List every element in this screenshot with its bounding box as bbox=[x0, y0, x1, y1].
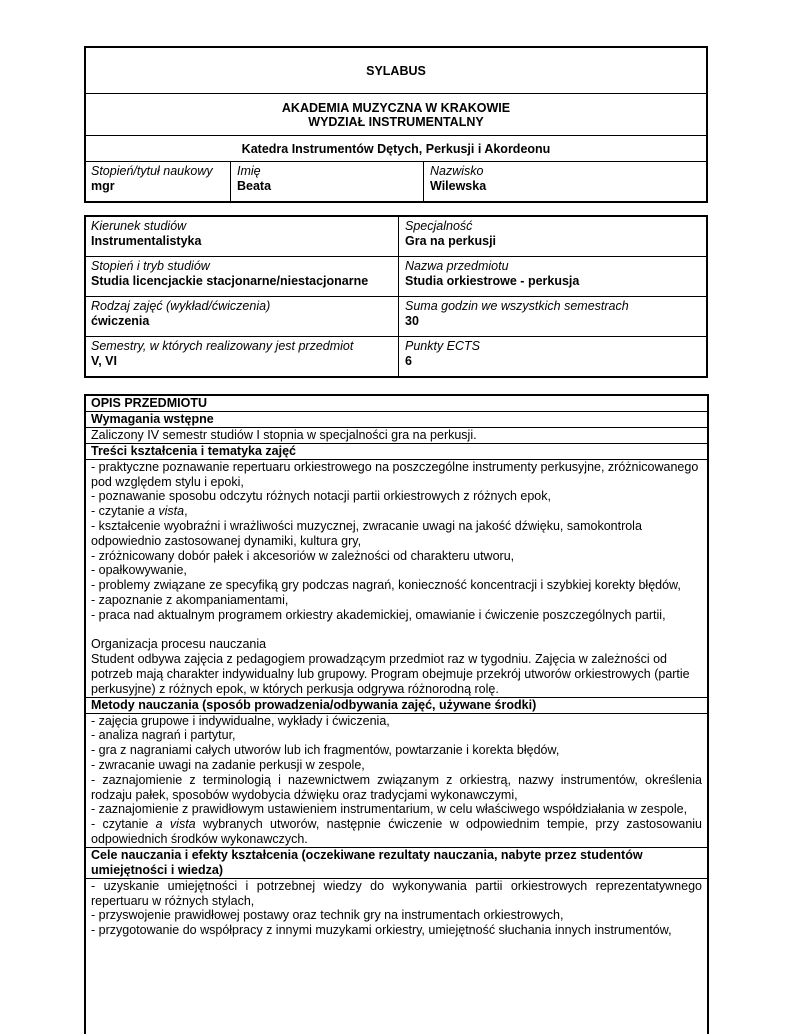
firstname-cell bbox=[231, 162, 424, 201]
organization-text: Student odbywa zajęcia z pedagogiem prowadzącym przedmiot raz w tygodniu. Zajęcia w zależności od potrzeb mają charakter indywidualny lub grupowy. Program obejmuje przekrój utworów orkiestrowych (partie perkusyjne) z różnych epok, w których perkusja odgrywa różnorodną rolę. bbox=[91, 652, 690, 696]
content-item: - praca nad aktualnym programem orkiestry akademickiej, omawianie i ćwiczenie poszczególnych partii, bbox=[91, 607, 666, 622]
specialty-label: Specjalność bbox=[405, 219, 473, 233]
specialty-value: Gra na perkusji bbox=[405, 234, 497, 248]
specialty-cell bbox=[399, 217, 706, 249]
ects-cell bbox=[399, 337, 706, 369]
content-item: - opałkowywanie, bbox=[91, 563, 187, 578]
methods-item: - gra z nagraniami całych utworów lub ich fragmentów, powtarzanie i korekta błędów, bbox=[91, 743, 560, 758]
degree-cell bbox=[86, 162, 231, 201]
academy-row bbox=[86, 94, 706, 136]
methods-body bbox=[86, 714, 707, 848]
goals-item: - uzyskanie umiejętności i potrzebnej wiedzy do wykonywania partii orkiestrowych reprezentatywnego repertuaru w różnych stylach, bbox=[91, 878, 702, 908]
ects-value: 6 bbox=[405, 354, 412, 368]
mode-cell bbox=[86, 257, 398, 289]
methods-item: - analiza nagrań i partytur, bbox=[91, 728, 236, 743]
degree-value: mgr bbox=[91, 179, 115, 193]
methods-heading: Metody nauczania (sposób prowadzenia/odbywania zajęć, używane środki) bbox=[86, 698, 707, 714]
mode-value: Studia licencjackie stacjonarne/niestacjonarne bbox=[91, 274, 369, 288]
requirements-heading: Wymagania wstępne bbox=[86, 412, 707, 428]
mode-label: Stopień i tryb studiów bbox=[91, 259, 210, 273]
lastname-label: Nazwisko bbox=[430, 164, 484, 178]
firstname-label: Imię bbox=[237, 164, 261, 178]
subject-value: Studia orkiestrowe - perkusja bbox=[405, 274, 580, 288]
content-item: - zapoznanie z akompaniamentami, bbox=[91, 592, 289, 607]
requirements-body bbox=[86, 428, 707, 444]
content-item: - poznawanie sposobu odczytu różnych notacji partii orkiestrowych z różnych epok, bbox=[91, 489, 551, 504]
degree-label: Stopień/tytuł naukowy bbox=[91, 164, 213, 178]
syllabus-title-row bbox=[86, 48, 706, 94]
methods-item: - zwracanie uwagi na zadanie perkusji w zespole, bbox=[91, 757, 365, 772]
firstname-value: Beata bbox=[237, 179, 272, 193]
semesters-label: Semestry, w których realizowany jest przedmiot bbox=[91, 339, 354, 353]
goals-item: - przyswojenie prawidłowej postawy oraz technik gry na instrumentach orkiestrowych, bbox=[91, 908, 564, 923]
hours-cell bbox=[399, 297, 706, 329]
content-item: - kształcenie wyobraźni i wrażliwości muzycznej, zwracanie uwagi na jakość dźwięku, samokontrola odpowiednio zastosowanej dynamiki, kultura gry, bbox=[91, 518, 642, 548]
type-value: ćwiczenia bbox=[91, 314, 150, 328]
type-label: Rodzaj zajęć (wykład/ćwiczenia) bbox=[91, 299, 271, 313]
methods-item: - zaznajomienie z terminologią i nazewnictwem związanym z orkiestrą, nazwy instrumentów, określenia rodzaju pałek, sposobów wydobycia dźwięku oraz tradycjami wykonawczymi, bbox=[91, 772, 702, 802]
goals-heading: Cele nauczania i efekty kształcenia (oczekiwane rezultaty nauczania, nabyte przez studentów umiejętności i wiedza) bbox=[86, 848, 707, 879]
content-heading: Treści kształcenia i tematyka zajęć bbox=[86, 444, 707, 460]
department-name: Katedra Instrumentów Dętych, Perkusji i Akordeonu bbox=[241, 141, 551, 156]
faculty-name: WYDZIAŁ INSTRUMENTALNY bbox=[308, 114, 484, 129]
requirements-text: Zaliczony IV semestr studiów I stopnia w specjalności gra na perkusji. bbox=[91, 428, 477, 442]
ects-label: Punkty ECTS bbox=[405, 339, 481, 353]
description-table bbox=[84, 394, 709, 1034]
department-row bbox=[86, 136, 706, 162]
content-item: - czytanie a vista, bbox=[91, 504, 188, 519]
description-title: OPIS PRZEDMIOTU bbox=[86, 396, 707, 412]
subject-label: Nazwa przedmiotu bbox=[405, 259, 509, 273]
methods-item: - zaznajomienie z prawidłowym ustawieniem instrumentarium, w celu właściwego współdziałania w zespole, bbox=[91, 802, 688, 817]
field-label: Kierunek studiów bbox=[91, 219, 187, 233]
methods-item: - czytanie a vista wybranych utworów, następnie ćwiczenie w odpowiednim tempie, przy zastosowaniu odpowiednich środków wykonawczych. bbox=[91, 817, 702, 846]
subject-cell bbox=[399, 257, 706, 289]
hours-label: Suma godzin we wszystkich semestrach bbox=[405, 299, 629, 313]
hours-value: 30 bbox=[405, 314, 419, 328]
content-item: - zróżnicowany dobór pałek i akcesoriów w zależności od charakteru utworu, bbox=[91, 548, 515, 563]
academy-name: AKADEMIA MUZYCZNA W KRAKOWIE bbox=[281, 100, 511, 115]
syllabus-title: SYLABUS bbox=[366, 63, 426, 78]
content-item: - praktyczne poznawanie repertuaru orkiestrowego na poszczególne instrumenty perkusyjne, zróżnicowanego pod względem stylu i epoki, bbox=[91, 459, 699, 489]
lastname-cell bbox=[424, 162, 706, 201]
header-table bbox=[84, 46, 708, 203]
course-info-table bbox=[84, 215, 708, 378]
content-item: - problemy związane ze specyfiką gry podczas nagrań, konieczność koncentracji i szybkiej korekty błędów, bbox=[91, 578, 681, 593]
goals-body bbox=[86, 879, 707, 938]
lastname-value: Wilewska bbox=[430, 179, 487, 193]
type-cell bbox=[86, 297, 398, 329]
organization-heading: Organizacja procesu nauczania bbox=[91, 637, 267, 652]
field-value: Instrumentalistyka bbox=[91, 234, 202, 248]
paragraph-gap bbox=[91, 623, 702, 638]
semesters-value: V, VI bbox=[91, 354, 117, 368]
field-cell bbox=[86, 217, 398, 249]
goals-item: - przygotowanie do współpracy z innymi muzykami orkiestry, umiejętność słuchania innych instrumentów, bbox=[91, 923, 672, 938]
content-body bbox=[86, 460, 707, 698]
semesters-cell bbox=[86, 337, 398, 369]
methods-item: - zajęcia grupowe i indywidualne, wykłady i ćwiczenia, bbox=[91, 713, 390, 728]
